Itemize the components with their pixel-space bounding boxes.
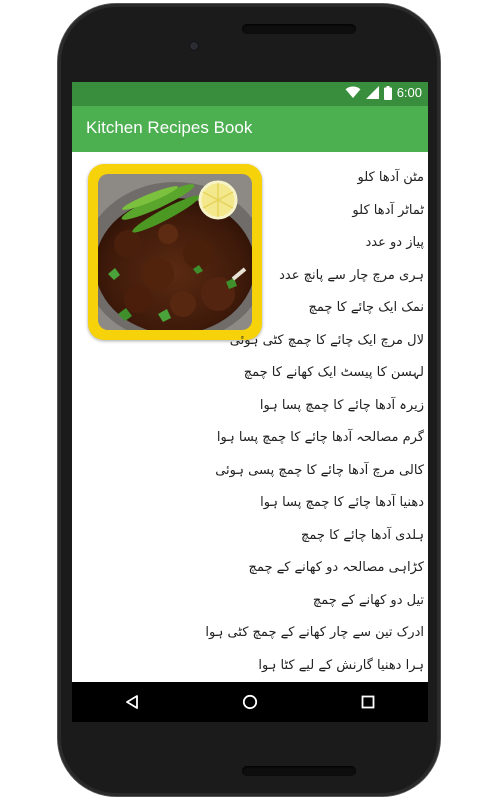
- list-item: مٹن آدھا کلو: [357, 170, 424, 185]
- status-icons: [345, 85, 422, 100]
- status-bar: [72, 82, 428, 106]
- home-button[interactable]: [238, 690, 262, 714]
- list-item: لہسن کا پیسٹ ایک کھانے کا چمچ: [243, 365, 424, 380]
- list-item: لال مرچ ایک چائے کا چمچ کٹی ہوئی: [229, 332, 424, 348]
- navigation-bar: [72, 682, 428, 722]
- back-icon: [124, 694, 140, 710]
- app-title: Kitchen Recipes Book: [86, 118, 253, 137]
- home-icon: [242, 694, 258, 710]
- list-item: ہری مرچ چار سے پانچ عدد: [279, 267, 424, 283]
- list-item: کڑاہی مصالحہ دو کھانے کے چمچ: [248, 560, 424, 575]
- wifi-icon: [345, 86, 361, 99]
- list-item: نمک ایک چائے کا چمچ: [308, 300, 424, 315]
- list-item: تیل دو کھانے کے چمچ: [312, 592, 424, 608]
- ingredients-list: [174, 162, 424, 682]
- app-bar: [72, 106, 428, 152]
- bottom-speaker: [242, 766, 356, 776]
- status-time: 6:00: [396, 85, 422, 100]
- list-item: ٹماٹر آدھا کلو: [352, 202, 424, 218]
- list-item: پیاز دو عدد: [365, 235, 424, 250]
- list-item: ادرک تین سے چار کھانے کے چمچ کٹی ہوا: [205, 625, 424, 640]
- list-item: گرم مصالحہ آدھا چائے کا چمچ پسا ہوا: [216, 430, 424, 445]
- top-speaker: [242, 24, 356, 34]
- list-item: زیرہ آدھا چائے کا چمچ پسا ہوا: [259, 397, 424, 413]
- list-item: دھنیا آدھا چائے کا چمچ پسا ہوا: [260, 495, 424, 510]
- recents-button[interactable]: [356, 690, 380, 714]
- signal-icon: [366, 86, 379, 99]
- list-item: ہلدی آدھا چائے کا چمچ: [301, 527, 424, 543]
- list-item: کالی مرچ آدھا چائے کا چمچ پسی ہوئی: [215, 462, 424, 478]
- list-item: ہرا دھنیا گارنش کے لیے کٹا ہوا: [258, 657, 424, 673]
- battery-icon: [384, 86, 392, 100]
- front-camera: [190, 42, 198, 50]
- screen: [72, 82, 428, 722]
- back-button[interactable]: [120, 690, 144, 714]
- recents-icon: [360, 694, 376, 710]
- recipe-content[interactable]: [72, 152, 428, 682]
